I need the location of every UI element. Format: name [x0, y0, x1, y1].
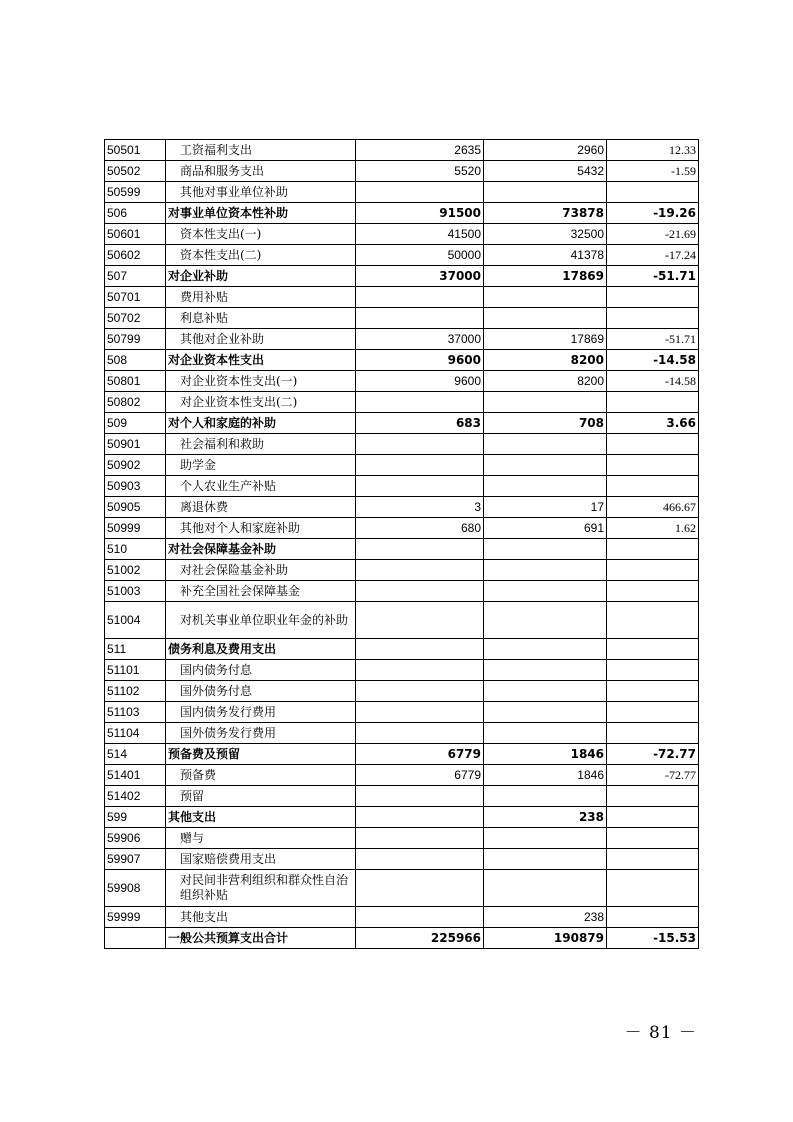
table-row [105, 602, 699, 639]
budget-amount-cell: 91500 [356, 203, 484, 224]
change-percent-cell [607, 660, 699, 681]
item-name-cell: 预留 [166, 786, 356, 807]
item-name-cell: 个人农业生产补贴 [166, 476, 356, 497]
actual-amount-cell: 73878 [484, 203, 607, 224]
budget-amount-cell: 41500 [356, 224, 484, 245]
item-code-cell: 51004 [105, 602, 166, 639]
item-name-cell: 离退休费 [166, 497, 356, 518]
actual-amount-cell: 691 [484, 518, 607, 539]
actual-amount-cell [484, 828, 607, 849]
item-name-cell: 对企业资本性支出(二) [166, 392, 356, 413]
change-percent-cell: -15.53 [607, 928, 699, 949]
table-row [105, 497, 699, 518]
change-percent-cell: -51.71 [607, 329, 699, 350]
item-name-cell: 预备费 [166, 765, 356, 786]
actual-amount-cell: 8200 [484, 350, 607, 371]
actual-amount-cell [484, 660, 607, 681]
item-name-cell: 对事业单位资本性补助 [166, 203, 356, 224]
actual-amount-cell [484, 182, 607, 203]
item-code-cell: 50999 [105, 518, 166, 539]
table-row [105, 182, 699, 203]
actual-amount-cell: 5432 [484, 161, 607, 182]
budget-amount-cell: 225966 [356, 928, 484, 949]
actual-amount-cell: 17 [484, 497, 607, 518]
table-row [105, 786, 699, 807]
budget-amount-cell [356, 308, 484, 329]
actual-amount-cell [484, 849, 607, 870]
budget-amount-cell: 6779 [356, 744, 484, 765]
actual-amount-cell [484, 287, 607, 308]
actual-amount-cell [484, 476, 607, 497]
change-percent-cell [607, 476, 699, 497]
budget-amount-cell [356, 828, 484, 849]
budget-amount-cell: 9600 [356, 371, 484, 392]
change-percent-cell [607, 681, 699, 702]
budget-amount-cell [356, 287, 484, 308]
change-percent-cell: -1.59 [607, 161, 699, 182]
item-code-cell: 514 [105, 744, 166, 765]
change-percent-cell [607, 828, 699, 849]
table-row [105, 681, 699, 702]
budget-amount-cell [356, 560, 484, 581]
change-percent-cell [607, 849, 699, 870]
table-row [105, 329, 699, 350]
table-row [105, 702, 699, 723]
item-code-cell: 50902 [105, 455, 166, 476]
change-percent-cell [607, 308, 699, 329]
actual-amount-cell [484, 681, 607, 702]
budget-amount-cell: 3 [356, 497, 484, 518]
item-name-cell: 其他支出 [166, 907, 356, 928]
change-percent-cell: -21.69 [607, 224, 699, 245]
change-percent-cell [607, 455, 699, 476]
item-name-cell: 补充全国社会保障基金 [166, 581, 356, 602]
budget-amount-cell [356, 907, 484, 928]
actual-amount-cell [484, 723, 607, 744]
page-number: － 81 － [624, 1023, 697, 1043]
item-code-cell: 51002 [105, 560, 166, 581]
change-percent-cell: 12.33 [607, 140, 699, 161]
table-body [105, 140, 699, 949]
item-name-cell: 商品和服务支出 [166, 161, 356, 182]
actual-amount-cell [484, 392, 607, 413]
item-code-cell: 599 [105, 807, 166, 828]
budget-amount-cell [356, 434, 484, 455]
table-row [105, 455, 699, 476]
table-row [105, 849, 699, 870]
actual-amount-cell [484, 455, 607, 476]
item-code-cell: 50502 [105, 161, 166, 182]
change-percent-cell: 466.67 [607, 497, 699, 518]
item-name-cell: 其他支出 [166, 807, 356, 828]
item-name-cell: 其他对企业补助 [166, 329, 356, 350]
table-row [105, 203, 699, 224]
actual-amount-cell [484, 602, 607, 639]
actual-amount-cell: 1846 [484, 765, 607, 786]
actual-amount-cell: 17869 [484, 266, 607, 287]
table-row [105, 870, 699, 907]
item-code-cell: 506 [105, 203, 166, 224]
item-code-cell: 50901 [105, 434, 166, 455]
change-percent-cell [607, 870, 699, 907]
table-row [105, 581, 699, 602]
item-name-cell: 国内债务发行费用 [166, 702, 356, 723]
item-code-cell: 50801 [105, 371, 166, 392]
actual-amount-cell [484, 870, 607, 907]
item-code-cell: 59908 [105, 870, 166, 907]
item-name-cell: 资本性支出(二) [166, 245, 356, 266]
table-row [105, 287, 699, 308]
item-name-cell: 对社会保障基金补助 [166, 539, 356, 560]
table-row [105, 518, 699, 539]
budget-amount-cell: 5520 [356, 161, 484, 182]
budget-amount-cell [356, 476, 484, 497]
item-code-cell: 50599 [105, 182, 166, 203]
item-name-cell: 债务利息及费用支出 [166, 639, 356, 660]
budget-amount-cell [356, 182, 484, 203]
item-code-cell: 59906 [105, 828, 166, 849]
item-name-cell: 资本性支出(一) [166, 224, 356, 245]
item-code-cell: 50802 [105, 392, 166, 413]
budget-amount-cell [356, 639, 484, 660]
actual-amount-cell [484, 639, 607, 660]
table-row [105, 907, 699, 928]
budget-amount-cell [356, 581, 484, 602]
item-name-cell: 对企业资本性支出 [166, 350, 356, 371]
table-row [105, 434, 699, 455]
item-code-cell: 51003 [105, 581, 166, 602]
table-row [105, 413, 699, 434]
change-percent-cell [607, 581, 699, 602]
change-percent-cell [607, 539, 699, 560]
item-code-cell: 511 [105, 639, 166, 660]
item-code-cell: 50701 [105, 287, 166, 308]
actual-amount-cell: 2960 [484, 140, 607, 161]
item-code-cell: 51401 [105, 765, 166, 786]
change-percent-cell: -51.71 [607, 266, 699, 287]
item-name-cell: 预备费及预留 [166, 744, 356, 765]
actual-amount-cell: 238 [484, 807, 607, 828]
item-code-cell: 59907 [105, 849, 166, 870]
change-percent-cell [607, 907, 699, 928]
table-row [105, 140, 699, 161]
change-percent-cell: -17.24 [607, 245, 699, 266]
budget-amount-cell: 37000 [356, 329, 484, 350]
table-row [105, 245, 699, 266]
table-row [105, 765, 699, 786]
table-row [105, 308, 699, 329]
item-code-cell: 507 [105, 266, 166, 287]
change-percent-cell [607, 287, 699, 308]
actual-amount-cell: 190879 [484, 928, 607, 949]
budget-amount-cell: 50000 [356, 245, 484, 266]
actual-amount-cell [484, 434, 607, 455]
actual-amount-cell: 17869 [484, 329, 607, 350]
table-row [105, 807, 699, 828]
item-name-cell: 国家赔偿费用支出 [166, 849, 356, 870]
table-row [105, 350, 699, 371]
actual-amount-cell [484, 560, 607, 581]
item-code-cell: 510 [105, 539, 166, 560]
item-name-cell: 国外债务发行费用 [166, 723, 356, 744]
table-row [105, 476, 699, 497]
item-name-cell: 社会福利和救助 [166, 434, 356, 455]
budget-amount-cell [356, 455, 484, 476]
change-percent-cell [607, 723, 699, 744]
actual-amount-cell [484, 786, 607, 807]
actual-amount-cell: 32500 [484, 224, 607, 245]
budget-amount-cell: 683 [356, 413, 484, 434]
actual-amount-cell [484, 539, 607, 560]
item-code-cell: 59999 [105, 907, 166, 928]
change-percent-cell [607, 786, 699, 807]
change-percent-cell [607, 434, 699, 455]
budget-amount-cell [356, 392, 484, 413]
budget-amount-cell [356, 660, 484, 681]
change-percent-cell [607, 702, 699, 723]
change-percent-cell: 1.62 [607, 518, 699, 539]
item-code-cell: 51104 [105, 723, 166, 744]
item-code-cell: 50601 [105, 224, 166, 245]
item-name-cell: 对社会保险基金补助 [166, 560, 356, 581]
actual-amount-cell: 708 [484, 413, 607, 434]
actual-amount-cell: 238 [484, 907, 607, 928]
budget-amount-cell [356, 539, 484, 560]
item-name-cell: 费用补贴 [166, 287, 356, 308]
item-name-cell: 对企业补助 [166, 266, 356, 287]
item-code-cell: 50501 [105, 140, 166, 161]
change-percent-cell: -72.77 [607, 765, 699, 786]
item-code-cell: 50903 [105, 476, 166, 497]
budget-amount-cell [356, 723, 484, 744]
change-percent-cell: -14.58 [607, 371, 699, 392]
item-name-cell: 对民间非营利组织和群众性自治组织补贴 [166, 870, 356, 907]
item-code-cell: 51103 [105, 702, 166, 723]
table-row [105, 560, 699, 581]
item-code-cell: 51402 [105, 786, 166, 807]
item-name-cell: 对企业资本性支出(一) [166, 371, 356, 392]
item-code-cell [105, 928, 166, 949]
change-percent-cell: -14.58 [607, 350, 699, 371]
item-name-cell: 其他对事业单位补助 [166, 182, 356, 203]
item-name-cell: 其他对个人和家庭补助 [166, 518, 356, 539]
table-row [105, 266, 699, 287]
table-row [105, 224, 699, 245]
budget-amount-cell [356, 786, 484, 807]
item-code-cell: 508 [105, 350, 166, 371]
item-code-cell: 50702 [105, 308, 166, 329]
actual-amount-cell: 8200 [484, 371, 607, 392]
change-percent-cell [607, 639, 699, 660]
item-name-cell: 助学金 [166, 455, 356, 476]
item-name-cell: 对个人和家庭的补助 [166, 413, 356, 434]
table-row [105, 723, 699, 744]
item-name-cell: 利息补贴 [166, 308, 356, 329]
budget-amount-cell: 37000 [356, 266, 484, 287]
table-row [105, 392, 699, 413]
budget-amount-cell: 9600 [356, 350, 484, 371]
item-code-cell: 51101 [105, 660, 166, 681]
item-name-cell: 赠与 [166, 828, 356, 849]
budget-amount-cell [356, 702, 484, 723]
change-percent-cell [607, 807, 699, 828]
table-row [105, 744, 699, 765]
budget-amount-cell [356, 849, 484, 870]
change-percent-cell: -72.77 [607, 744, 699, 765]
actual-amount-cell: 41378 [484, 245, 607, 266]
item-name-cell: 国外债务付息 [166, 681, 356, 702]
budget-amount-cell [356, 870, 484, 907]
table-row [105, 539, 699, 560]
change-percent-cell: 3.66 [607, 413, 699, 434]
item-name-cell: 对机关事业单位职业年金的补助 [166, 602, 356, 639]
item-name-cell: 一般公共预算支出合计 [166, 928, 356, 949]
budget-amount-cell [356, 681, 484, 702]
table-row [105, 828, 699, 849]
budget-amount-cell: 6779 [356, 765, 484, 786]
change-percent-cell: -19.26 [607, 203, 699, 224]
budget-amount-cell [356, 602, 484, 639]
item-code-cell: 51102 [105, 681, 166, 702]
change-percent-cell [607, 182, 699, 203]
budget-amount-cell [356, 807, 484, 828]
item-name-cell: 工资福利支出 [166, 140, 356, 161]
table-row [105, 660, 699, 681]
change-percent-cell [607, 392, 699, 413]
actual-amount-cell [484, 702, 607, 723]
change-percent-cell [607, 560, 699, 581]
item-code-cell: 509 [105, 413, 166, 434]
change-percent-cell [607, 602, 699, 639]
table-row [105, 161, 699, 182]
budget-expenditure-table [104, 139, 699, 949]
actual-amount-cell: 1846 [484, 744, 607, 765]
actual-amount-cell [484, 581, 607, 602]
budget-amount-cell: 2635 [356, 140, 484, 161]
item-code-cell: 50905 [105, 497, 166, 518]
table-row [105, 371, 699, 392]
item-code-cell: 50602 [105, 245, 166, 266]
item-name-cell: 国内债务付息 [166, 660, 356, 681]
table-row [105, 639, 699, 660]
actual-amount-cell [484, 308, 607, 329]
budget-amount-cell: 680 [356, 518, 484, 539]
total-row [105, 928, 699, 949]
item-code-cell: 50799 [105, 329, 166, 350]
